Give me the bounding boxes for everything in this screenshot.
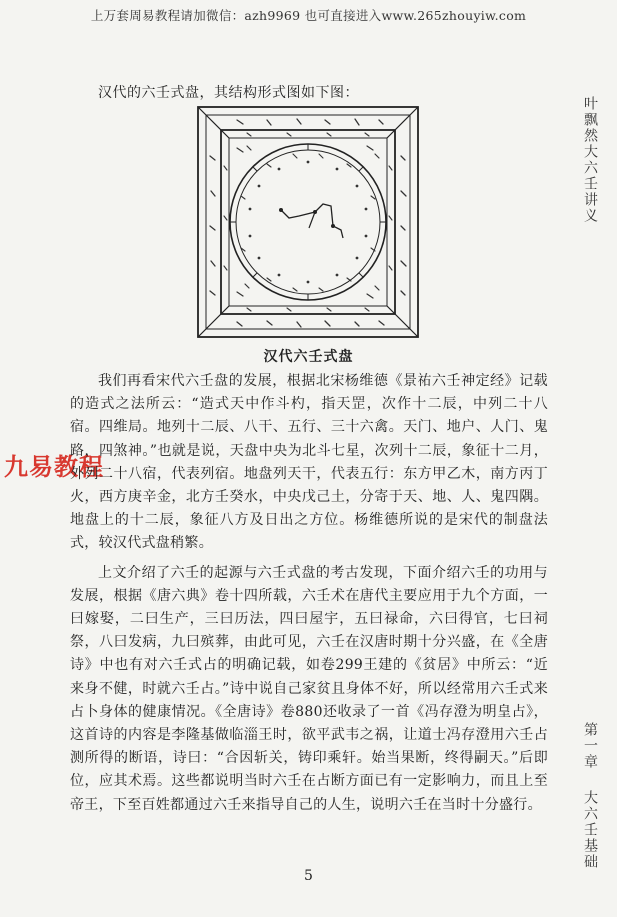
liuren-diagram: [197, 106, 419, 338]
sidebar-chapter: 第一章: [582, 722, 598, 770]
figure-caption: 汉代六壬式盘: [263, 349, 354, 365]
liuren-board-svg: [197, 106, 419, 338]
body-text: [70, 370, 548, 823]
paragraph-1: 我们再看宋代六壬盘的发展，根据北宋杨维德《景祐六壬神定经》记载的造式之法所云：“造式天中作斗杓，指天罡，次作十二辰，中列二十八宿。四维局。地列十二辰、八干、五行、三十六禽。天门、地户、人门、鬼路，四煞神。”也就是说，天盘中央为北斗七星，次列十二辰，象征十二月，外列二十八宿，代表列宿。地盘列天干，代表五行：东方甲乙木，南方丙丁火，西方庚辛金，北方壬癸水，中央戊己土，分寄于天、地、人、鬼四隅。地盘上的十二辰，象征八方及日出之方位。杨维德所说的是宋代的制盘法式，较汉代式盘稍繁。: [70, 373, 548, 552]
sidebar-section: 大六壬基础: [582, 790, 598, 870]
page-header: 上万套周易教程请加微信：azh9969 也可直接进入www.265zhouyiw.com: [90, 8, 527, 23]
paragraph-2: 上文介绍了六壬的起源与六壬式盘的考古发现，下面介绍六壬的功用与发展，根据《唐六典》卷十四所载，六壬术在唐代主要应用于九个方面，一曰嫁娶，二曰生产，三曰历法，四曰屋宇，五曰禄命，六曰得官，七曰祠祭，八曰发病，九曰殡葬，由此可见，六壬在汉唐时期十分兴盛，在《全唐诗》中也有对六壬式占的明确记载，如卷299王建的《贫居》中所云：“近来身不健，时就六壬占。”诗中说自己家贫且身体不好，所以经常用六壬式来占卜身体的健康情况。《全唐诗》卷880还收录了一首《冯存澄为明皇占》，这首诗的内容是李隆基做临淄王时，欲平武韦之祸，让道士冯存澄用六壬占测所得的断语，诗曰：“合因斩关，铸印乘轩。始当果断，终得嗣天。”后即位，应其术焉。这些都说明当时六壬在占断方面已有一定影响力，而且上至帝王，下至百姓都通过六壬来指导自己的人生，说明六壬在当时十分盛行。: [70, 564, 548, 813]
watermark-logo: 九易教程: [4, 447, 104, 482]
intro-line: 汉代的六壬式盘，其结构形式图如下图：: [98, 85, 359, 101]
sidebar-book-title: 叶飘然大六壬讲义: [582, 96, 598, 224]
page-number: 5: [304, 868, 313, 884]
